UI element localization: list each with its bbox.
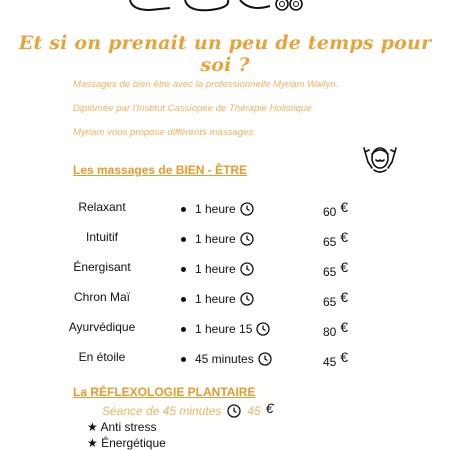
massage-duration: 1 heure (181, 232, 254, 246)
star-icon: ★ (87, 436, 98, 450)
bullet-icon (181, 297, 186, 302)
bullet-icon (181, 267, 186, 272)
reflexology-type: ★ Anti stress (87, 420, 157, 434)
intro-line-1: Massages de bien être avec la professionnelle Myriam Wallyn. (73, 79, 339, 90)
massage-price: 65 € (323, 259, 349, 279)
bullet-icon (181, 357, 186, 362)
massage-name: Énergisant (73, 260, 131, 274)
clock-icon (258, 352, 272, 366)
bullet-icon (181, 237, 186, 242)
euro-symbol: € (340, 199, 349, 215)
massage-duration: 1 heure 15 (181, 322, 270, 336)
massage-face-icon (360, 138, 400, 176)
euro-symbol: € (340, 229, 349, 245)
massage-price: 45 € (323, 349, 349, 369)
decorative-stones-drawing (110, 0, 310, 16)
massage-duration: 1 heure (181, 202, 254, 216)
clock-icon (240, 292, 254, 306)
euro-symbol: € (265, 400, 274, 416)
bullet-icon (181, 327, 186, 332)
massage-duration: 45 minutes (181, 352, 272, 366)
clock-icon (240, 262, 254, 276)
page-title: Et si on prenait un peu de temps pour soi ? (18, 32, 432, 76)
clock-icon (227, 404, 241, 418)
intro-line-2: Diplômée par l'Institut Cassiopée de Thérapie Holistique (73, 103, 312, 114)
massage-name: Intuitif (85, 230, 118, 244)
section-title-reflexology: La RÉFLEXOLOGIE PLANTAIRE (73, 385, 256, 399)
clock-icon (240, 202, 254, 216)
massage-name: Ayurvédique (68, 320, 136, 334)
euro-symbol: € (340, 289, 349, 305)
massage-duration: 1 heure (181, 262, 254, 276)
reflexology-session: Séance de 45 minutes 45 € (102, 400, 274, 418)
massage-price: 65 € (323, 229, 349, 249)
massage-price: 65 € (323, 289, 349, 309)
euro-symbol: € (340, 349, 349, 365)
clock-icon (256, 322, 270, 336)
star-icon: ★ (87, 420, 98, 434)
reflexology-type: ★ Énergétique (87, 436, 166, 450)
intro-line-3: Myriam vous propose différents massages. (73, 127, 256, 138)
massage-price: 80 € (323, 319, 349, 339)
euro-symbol: € (340, 259, 349, 275)
massage-name: En étoile (78, 350, 126, 364)
massage-duration: 1 heure (181, 292, 254, 306)
section-title-massages: Les massages de BIEN - ÊTRE (73, 163, 248, 177)
clock-icon (240, 232, 254, 246)
euro-symbol: € (340, 319, 349, 335)
massage-name: Relaxant (78, 200, 126, 214)
bullet-icon (181, 207, 186, 212)
massage-price: 60 € (323, 199, 349, 219)
reflexology-price: 45 (247, 404, 261, 418)
massage-name: Chron Maï (73, 290, 131, 304)
